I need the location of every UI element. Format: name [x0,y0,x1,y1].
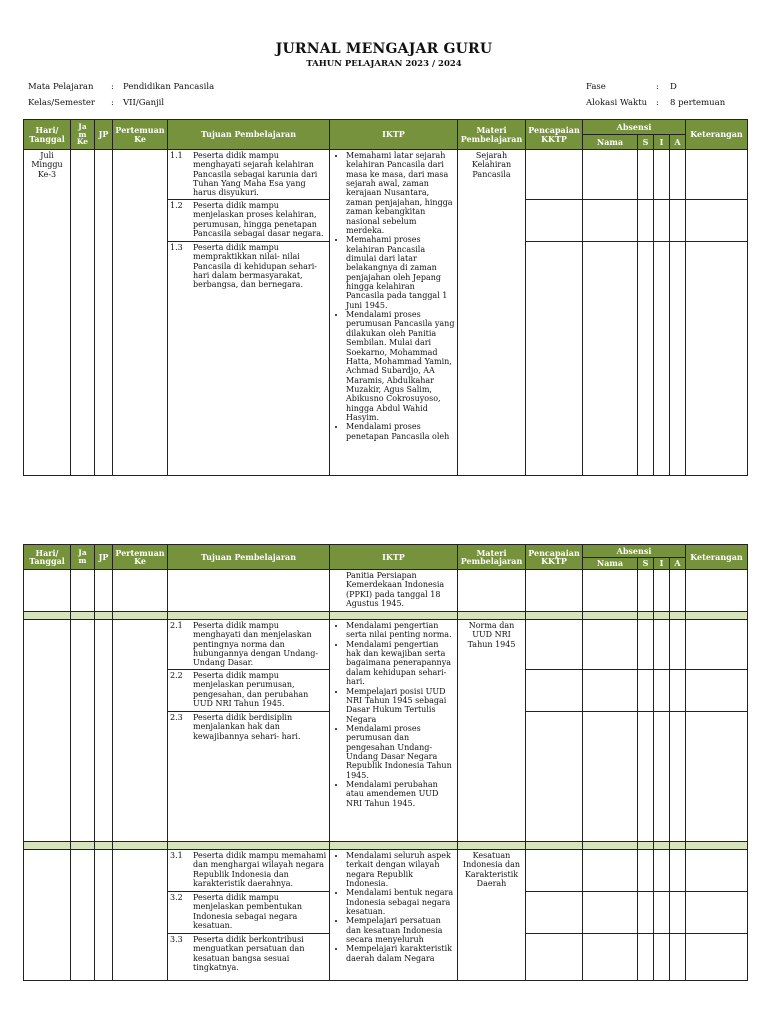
s-cell [638,241,654,475]
s-cell [638,669,654,711]
a-cell [670,849,686,891]
a-cell [670,669,686,711]
col-hari: Hari/ Tanggal [24,545,71,570]
col-a: A [670,558,686,570]
iktp-item: • Mendalami proses perumusan Pancasila yang dilakukan oleh Panitia Sembilan. Mulai dari Soekarno, Mohammad Hatta, Mohammad Yamin, Achmad Subardjo, AA Maramis, Abdulkahar Muzakir, Agus Salim, Abikusno Cokrosuyoso, hingga Abdul Wahid Hasyim. [346,310,455,422]
keterangan-cell [686,570,748,612]
col-tujuan: Tujuan Pembelajaran [168,545,330,570]
i-cell [654,199,670,241]
pencapaian-cell [526,891,583,933]
col-iktp: IKTP [330,120,458,150]
materi-cell [458,570,526,612]
nama-cell [583,711,638,841]
i-cell [654,241,670,475]
col-i: I [654,135,670,150]
i-cell [654,669,670,711]
s-cell [638,199,654,241]
s-cell [638,570,654,612]
col-absensi: Absensi [583,120,686,135]
tp-cell: 1.3 Peserta didik mampu mempraktikkan nilai- nilai Pancasila di kehidupan sehari-hari dalam bermasyarakat, berbangsa, dan bernegara. [168,241,330,475]
iktp-item: • Mendalami pengertian serta nilai penting norma. [346,621,455,640]
keterangan-cell [686,849,748,891]
pencapaian-cell [526,241,583,475]
tp-cell: 2.3 Peserta didik berdisiplin menjalankan hak dan kewajibannya sehari- hari. [168,711,330,841]
kelas-label: Kelas/Semester [28,98,95,108]
iktp-item: • Mempelajari posisi UUD NRI Tahun 1945 sebagai Dasar Hukum Tertulis Negara [346,687,455,724]
tp-cell: 2.2 Peserta didik mampu menjelaskan perumusan, pengesahan, dan perubahan UUD NRI Tahun 1945. [168,669,330,711]
s-cell [638,933,654,980]
tp-cell: 2.1 Peserta didik mampu menghayati dan menjelaskan pentingnya norma dan hubungannya dengan Undang-Undang Dasar. [168,620,330,670]
col-jp: JP [95,545,113,570]
materi-cell: Sejarah Kelahiran Pancasila [458,150,526,476]
iktp-cell [330,849,458,980]
col-keterangan: Keterangan [686,120,748,150]
col-pencapaian: Pencapaian KKTP [526,120,583,150]
kelas-value: VII/Ganjil [123,98,165,108]
keterangan-cell [686,150,748,200]
iktp-item: • Mempelajari karakteristik daerah dalam Negara [346,944,455,963]
pencapaian-cell [526,711,583,841]
iktp-item: • Mendalami seluruh aspek terkait dengan wilayah negara Republik Indonesia. [346,851,455,888]
iktp-item: • Mendalami bentuk negara Indonesia sebagai negara kesatuan. [346,888,455,916]
col-jam: Ja m Ke [71,120,95,150]
hari-cell: Juli Minggu Ke-3 [24,150,71,476]
i-cell [654,570,670,612]
col-jam: Ja m [71,545,95,570]
a-cell [670,150,686,200]
col-materi: Materi Pembelajaran [458,545,526,570]
iktp-item: • Mendalami perubahan atau amendemen UUD NRI Tahun 1945. [346,780,455,808]
i-cell [654,933,670,980]
materi-cell: Kesatuan Indonesia dan Karakteristik Daerah [458,849,526,980]
iktp-item: • Mendalami proses penetapan Pancasila oleh [346,422,455,441]
pertemuan-cell [113,150,168,476]
a-cell [670,199,686,241]
keterangan-cell [686,711,748,841]
tp-cell [168,570,330,612]
tp-cell: 1.2 Peserta didik mampu menjelaskan proses kelahiran, perumusan, hingga penetapan Pancasila sebagai dasar negara. [168,199,330,241]
a-cell [670,241,686,475]
jp-cell [95,570,113,612]
col-nama: Nama [583,135,638,150]
col-nama: Nama [583,558,638,570]
s-cell [638,711,654,841]
mapel-label: Mata Pelajaran [28,82,94,92]
a-cell [670,933,686,980]
alokasi-label: Alokasi Waktu [586,98,648,108]
col-absensi: Absensi [583,545,686,558]
document-title: JURNAL MENGAJAR GURU [275,41,493,57]
hari-cell [24,570,71,612]
i-cell [654,849,670,891]
tp-cell: 3.3 Peserta didik berkontribusi menguatkan persatuan dan kesatuan bangsa sesuai tingkatnya. [168,933,330,980]
iktp-item: • Mendalami pengertian hak dan kewajiban serta bagaimana penerapannya dalam kehidupan sehari-hari. [346,640,455,687]
hari-cell [24,849,71,980]
nama-cell [583,669,638,711]
materi-cell: Norma dan UUD NRI Tahun 1945 [458,620,526,842]
iktp-item: • Memahami latar sejarah kelahiran Pancasila dari masa ke masa, dari masa sejarah awal, zaman kerajaan Nusantara, zaman penjajahan, hingga zaman kebangkitan nasional sebelum merdeka. [346,151,455,235]
jp-cell [95,150,113,476]
tp-cell: 1.1 Peserta didik mampu menghayati sejarah kelahiran Pancasila sebagai karunia dari Tuhan Yang Maha Esa yang harus disyukuri. [168,150,330,200]
iktp-cell [330,150,458,476]
col-tujuan: Tujuan Pembelajaran [168,120,330,150]
iktp-item: • Memahami proses kelahiran Pancasila dimulai dari latar belakangnya di zaman penjajahan oleh Jepang hingga kelahiran Pancasila pada tanggal 1 Juni 1945. [346,235,455,310]
journal-table-1 [23,119,748,476]
pertemuan-cell [113,620,168,842]
document-subtitle: TAHUN PELAJARAN 2023 / 2024 [306,59,462,69]
a-cell [670,891,686,933]
nama-cell [583,933,638,980]
fase-label: Fase [586,82,606,92]
s-cell [638,620,654,670]
pertemuan-cell [113,849,168,980]
jam-cell [71,570,95,612]
i-cell [654,620,670,670]
separator-row [24,612,748,620]
keterangan-cell [686,620,748,670]
jam-cell [71,150,95,476]
jam-cell [71,849,95,980]
iktp-item: • Mendalami proses perumusan dan pengesahan Undang-Undang Dasar Negara Republik Indonesia Tahun 1945. [346,724,455,780]
journal-table-2 [23,544,748,981]
fase-colon: : [656,82,659,92]
col-s: S [638,558,654,570]
pencapaian-cell [526,933,583,980]
keterangan-cell [686,241,748,475]
separator-row [24,841,748,849]
keterangan-cell [686,891,748,933]
nama-cell [583,849,638,891]
nama-cell [583,620,638,670]
nama-cell [583,891,638,933]
mapel-value: Pendidikan Pancasila [123,82,215,92]
col-jp: JP [95,120,113,150]
col-i: I [654,558,670,570]
i-cell [654,891,670,933]
pencapaian-cell [526,570,583,612]
col-materi: Materi Pembelajaran [458,120,526,150]
iktp-continuation: Panitia Persiapan Kemerdekaan Indonesia (PPKI) pada tanggal 18 Agustus 1945. [346,571,445,609]
col-pertemuan: Pertemuan Ke [113,545,168,570]
nama-cell [583,241,638,475]
iktp-item: • Mempelajari persatuan dan kesatuan Indonesia secara menyeluruh [346,916,455,944]
jp-cell [95,620,113,842]
tp-cell: 3.2 Peserta didik mampu menjelaskan pembentukan Indonesia sebagai negara kesatuan. [168,891,330,933]
nama-cell [583,150,638,200]
pencapaian-cell [526,669,583,711]
col-pertemuan: Pertemuan Ke [113,120,168,150]
pertemuan-cell [113,570,168,612]
a-cell [670,620,686,670]
hari-cell [24,620,71,842]
iktp-cell [330,620,458,842]
s-cell [638,150,654,200]
col-iktp: IKTP [330,545,458,570]
tp-cell: 3.1 Peserta didik mampu memahami dan menghargai wilayah negara Republik Indonesia dan karakteristik daerahnya. [168,849,330,891]
jam-cell [71,620,95,842]
pencapaian-cell [526,620,583,670]
kelas-colon: : [111,98,114,108]
fase-value: D [670,82,677,92]
pencapaian-cell [526,199,583,241]
col-hari: Hari/ Tanggal [24,120,71,150]
jp-cell [95,849,113,980]
mapel-colon: : [111,82,114,92]
col-pencapaian: Pencapaian KKTP [526,545,583,570]
col-s: S [638,135,654,150]
keterangan-cell [686,199,748,241]
s-cell [638,849,654,891]
keterangan-cell [686,669,748,711]
iktp-cell [330,570,458,612]
i-cell [654,150,670,200]
a-cell [670,570,686,612]
i-cell [654,711,670,841]
a-cell [670,711,686,841]
pencapaian-cell [526,849,583,891]
nama-cell [583,570,638,612]
nama-cell [583,199,638,241]
alokasi-colon: : [656,98,659,108]
col-a: A [670,135,686,150]
pencapaian-cell [526,150,583,200]
keterangan-cell [686,933,748,980]
s-cell [638,891,654,933]
alokasi-value: 8 pertemuan [670,98,726,108]
col-keterangan: Keterangan [686,545,748,570]
